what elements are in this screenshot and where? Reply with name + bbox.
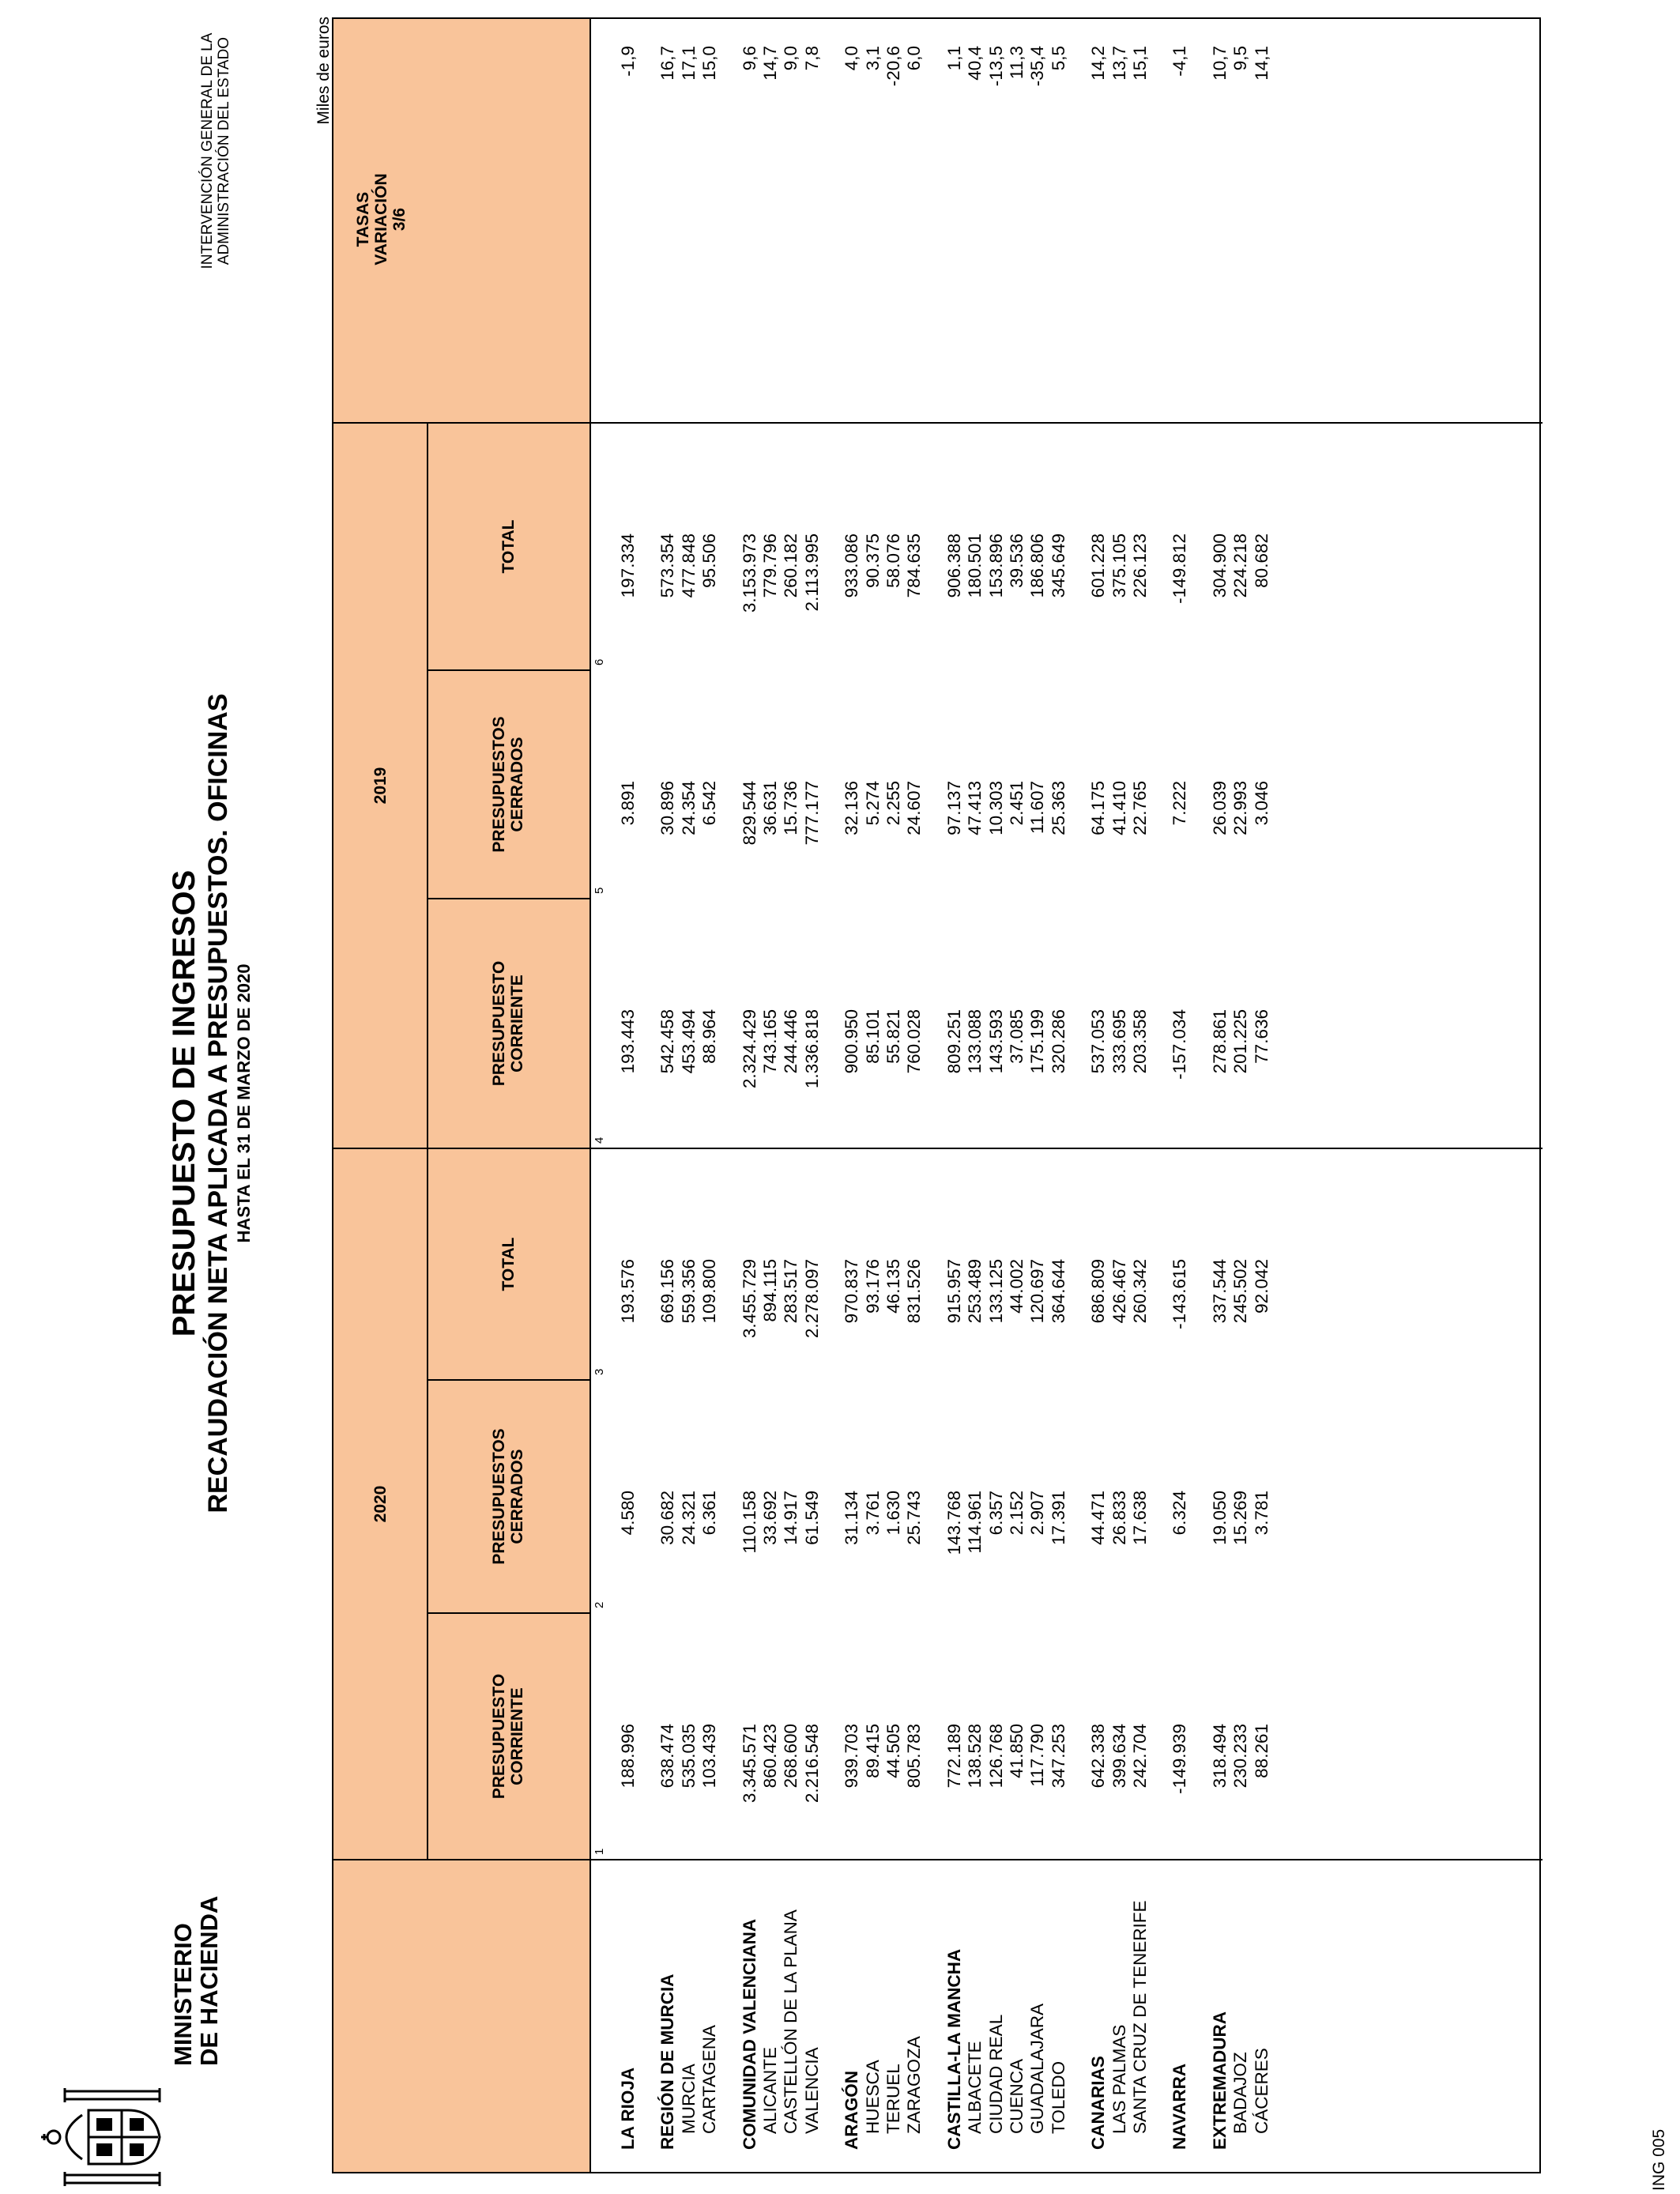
region-label: ARAGÓN — [842, 2071, 862, 2150]
intervention-heading — [199, 32, 232, 270]
table-cell: 2.152 — [1007, 1491, 1026, 1536]
title-line1: PRESUPUESTO DE INGRESOS — [167, 869, 202, 1337]
table-cell: 188.996 — [618, 1724, 638, 1789]
table-cell: -149.812 — [1170, 533, 1190, 604]
table-cell: 85.101 — [862, 1009, 883, 1064]
table-divider — [427, 1612, 590, 1614]
table-cell: 33.692 — [760, 1491, 780, 1545]
table-cell: 318.494 — [1209, 1724, 1230, 1789]
table-cell: 88.261 — [1251, 1724, 1271, 1778]
column-number: 1 — [593, 1848, 606, 1855]
table-cell: 4.580 — [618, 1491, 638, 1536]
table-cell: 364.644 — [1048, 1259, 1068, 1324]
table-cell: 244.446 — [781, 1009, 801, 1074]
table-cell: 777.177 — [801, 781, 822, 846]
table-cell: 304.900 — [1209, 533, 1230, 598]
table-cell: -13,5 — [985, 46, 1006, 87]
table-cell: 3.781 — [1251, 1491, 1271, 1536]
table-cell: 1.336.818 — [801, 1009, 822, 1089]
table-cell: 333.695 — [1109, 1009, 1129, 1074]
ministry-name — [170, 1896, 222, 2066]
table-cell: 11.607 — [1027, 781, 1048, 835]
table-cell: 831.526 — [904, 1259, 925, 1324]
table-cell: 193.443 — [618, 1009, 638, 1074]
table-cell: 933.086 — [842, 533, 862, 598]
table-cell: 90.375 — [862, 533, 883, 588]
column-header: PRESUPUESTO CORRIENTE — [490, 1673, 526, 1800]
table-cell: 2.324.429 — [739, 1009, 759, 1089]
table-cell: 22.993 — [1230, 781, 1251, 835]
data-table — [332, 17, 1541, 2173]
table-cell: 39.536 — [1007, 533, 1026, 588]
table-cell: 41.850 — [1007, 1724, 1026, 1778]
ministry-line2: DE HACIENDA — [195, 1895, 223, 2066]
table-cell: 230.233 — [1230, 1724, 1251, 1789]
column-number: 5 — [593, 887, 606, 894]
table-cell: 542.458 — [657, 1009, 678, 1074]
table-cell: 809.251 — [944, 1009, 964, 1074]
table-cell: 92.042 — [1251, 1259, 1271, 1314]
table-cell: 9,6 — [739, 46, 759, 71]
table-cell: 10,7 — [1209, 46, 1230, 81]
table-cell: -149.939 — [1170, 1724, 1190, 1794]
table-cell: -20,6 — [883, 46, 903, 87]
table-cell: 24.321 — [678, 1491, 699, 1545]
table-cell: 15,0 — [699, 46, 720, 81]
table-cell: 17.391 — [1048, 1491, 1068, 1545]
table-cell: 337.544 — [1209, 1259, 1230, 1324]
table-cell: 14,2 — [1088, 46, 1109, 81]
table-divider — [427, 898, 590, 899]
table-cell: 268.600 — [781, 1724, 801, 1789]
office-label: GUADALAJARA — [1027, 2003, 1048, 2134]
table-cell: 47.413 — [965, 781, 985, 835]
table-cell: 15.269 — [1230, 1491, 1251, 1545]
table-divider — [333, 1859, 1543, 1860]
table-cell: -143.615 — [1170, 1259, 1190, 1329]
table-cell: 242.704 — [1130, 1724, 1150, 1789]
table-cell: -1,9 — [618, 46, 638, 77]
table-cell: 180.501 — [965, 533, 985, 598]
table-cell: 805.783 — [904, 1724, 925, 1789]
table-cell: 143.768 — [944, 1491, 964, 1555]
table-cell: 253.489 — [965, 1259, 985, 1324]
table-cell: 3.046 — [1251, 781, 1271, 826]
table-cell: 201.225 — [1230, 1009, 1251, 1074]
table-cell: 283.517 — [781, 1259, 801, 1324]
table-cell: 120.697 — [1027, 1259, 1048, 1324]
table-cell: 25.363 — [1048, 781, 1068, 835]
table-cell: 743.165 — [760, 1009, 780, 1074]
table-cell: 345.649 — [1048, 533, 1068, 598]
office-label: ALICANTE — [760, 2046, 780, 2134]
table-cell: -4,1 — [1170, 46, 1190, 77]
table-cell: 64.175 — [1088, 781, 1109, 835]
table-cell: 6.542 — [699, 781, 720, 826]
table-cell: 55.821 — [883, 1009, 903, 1064]
table-cell: 41.410 — [1109, 781, 1129, 835]
office-label: CIUDAD REAL — [985, 2014, 1006, 2134]
table-cell: 186.806 — [1027, 533, 1048, 598]
table-cell: 601.228 — [1088, 533, 1109, 598]
table-cell: 22.765 — [1130, 781, 1150, 835]
table-cell: 126.768 — [985, 1724, 1006, 1789]
table-cell: 175.199 — [1027, 1009, 1048, 1074]
table-cell: 915.957 — [944, 1259, 964, 1324]
table-cell: 133.088 — [965, 1009, 985, 1074]
table-cell: 30.896 — [657, 781, 678, 835]
table-cell: 143.593 — [985, 1009, 1006, 1074]
table-cell: 226.123 — [1130, 533, 1150, 598]
column-number: 4 — [593, 1137, 606, 1144]
table-cell: 88.964 — [699, 1009, 720, 1064]
table-cell: 61.549 — [801, 1491, 822, 1545]
table-divider — [427, 1379, 590, 1381]
table-cell: 25.743 — [904, 1491, 925, 1545]
table-cell: 26.039 — [1209, 781, 1230, 835]
year-2019-label: 2019 — [371, 767, 390, 805]
table-cell: 3.761 — [862, 1491, 883, 1536]
ministry-line1: MINISTERIO — [169, 1923, 197, 2066]
table-cell: 399.634 — [1109, 1724, 1129, 1789]
column-number: 6 — [593, 658, 606, 665]
table-cell: 44.471 — [1088, 1491, 1109, 1545]
table-cell: 278.861 — [1209, 1009, 1230, 1074]
office-label: SANTA CRUZ DE TENERIFE — [1130, 1900, 1150, 2134]
table-cell: 3.345.571 — [739, 1724, 759, 1804]
table-cell: 197.334 — [618, 533, 638, 598]
table-cell: 453.494 — [678, 1009, 699, 1074]
year-2020-label: 2020 — [371, 1485, 390, 1523]
table-cell: 900.950 — [842, 1009, 862, 1074]
column-header: PRESUPUESTO CORRIENTE — [490, 960, 526, 1087]
table-divider — [333, 422, 1543, 424]
table-cell: 642.338 — [1088, 1724, 1109, 1789]
table-cell: -35,4 — [1027, 46, 1048, 87]
table-cell: 30.682 — [657, 1491, 678, 1545]
column-header: PRESUPUESTOS CERRADOS — [490, 716, 526, 853]
region-label: REGIÓN DE MURCIA — [657, 1973, 678, 2150]
intervention-line1: INTERVENCIÓN GENERAL DE LA — [199, 32, 216, 270]
table-divider — [427, 669, 590, 671]
region-label: COMUNIDAD VALENCIANA — [739, 1918, 759, 2150]
table-cell: 97.137 — [944, 781, 964, 835]
table-cell: 203.358 — [1130, 1009, 1150, 1074]
table-cell: 939.703 — [842, 1724, 862, 1789]
table-cell: 80.682 — [1251, 533, 1271, 588]
table-cell: 14.917 — [781, 1491, 801, 1545]
table-cell: 95.506 — [699, 533, 720, 588]
coat-of-arms-icon — [33, 2087, 180, 2188]
table-cell: 7,8 — [801, 46, 822, 71]
table-cell: 537.053 — [1088, 1009, 1109, 1074]
office-label: LAS PALMAS — [1109, 2024, 1129, 2134]
table-cell: 3.455.729 — [739, 1259, 759, 1339]
table-cell: 559.356 — [678, 1259, 699, 1324]
table-cell: 860.423 — [760, 1724, 780, 1789]
table-cell: 58.076 — [883, 533, 903, 588]
title-line3: HASTA EL 31 DE MARZO DE 2020 — [234, 963, 254, 1243]
table-cell: 15,1 — [1130, 46, 1150, 81]
table-cell: 2.451 — [1007, 781, 1026, 826]
office-label: ALBACETE — [965, 2041, 985, 2134]
office-label: ZARAGOZA — [904, 2036, 925, 2134]
table-cell: 117.790 — [1027, 1724, 1048, 1787]
column-number: 3 — [593, 1368, 606, 1375]
table-cell: 138.528 — [965, 1724, 985, 1789]
office-label: HUESCA — [862, 2060, 883, 2134]
office-label: TOLEDO — [1048, 2060, 1068, 2134]
table-cell: 15.736 — [781, 781, 801, 835]
table-cell: 1,1 — [944, 46, 964, 71]
table-cell: 260.342 — [1130, 1259, 1150, 1324]
office-label: MURCIA — [678, 2064, 699, 2134]
table-cell: 970.837 — [842, 1259, 862, 1324]
table-cell: 32.136 — [842, 781, 862, 835]
table-cell: 2.255 — [883, 781, 903, 826]
table-cell: 224.218 — [1230, 533, 1251, 598]
table-cell: 760.028 — [904, 1009, 925, 1074]
table-cell: 103.439 — [699, 1724, 720, 1789]
column-number: 2 — [593, 1601, 606, 1608]
table-cell: 14,7 — [760, 46, 780, 81]
table-cell: 784.635 — [904, 533, 925, 598]
table-cell: 829.544 — [739, 781, 759, 846]
table-cell: 44.002 — [1007, 1259, 1026, 1314]
table-cell: 9,5 — [1230, 46, 1251, 71]
table-cell: 9,0 — [781, 46, 801, 71]
report-code: ING 005 — [1650, 2128, 1668, 2191]
table-cell: 24.607 — [904, 781, 925, 835]
table-cell: 320.286 — [1048, 1009, 1068, 1074]
unit-label: Miles de euros — [315, 17, 333, 125]
table-cell: 77.636 — [1251, 1009, 1271, 1064]
office-label: BADAJOZ — [1230, 2052, 1251, 2134]
table-cell: -157.034 — [1170, 1009, 1190, 1080]
table-cell: 11,3 — [1007, 46, 1026, 80]
table-cell: 4,0 — [842, 46, 862, 71]
table-cell: 260.182 — [781, 533, 801, 598]
column-header: PRESUPUESTOS CERRADOS — [490, 1428, 526, 1565]
table-cell: 133.125 — [985, 1259, 1006, 1324]
table-cell: 2.278.097 — [801, 1259, 822, 1339]
table-cell: 93.176 — [862, 1259, 883, 1314]
office-label: CUENCA — [1007, 2058, 1026, 2134]
table-cell: 114.961 — [965, 1491, 985, 1554]
table-cell: 573.354 — [657, 533, 678, 598]
table-divider — [333, 1148, 1543, 1149]
table-cell: 6.357 — [985, 1491, 1006, 1536]
table-cell: 31.134 — [842, 1491, 862, 1545]
table-cell: 638.474 — [657, 1724, 678, 1789]
table-divider — [427, 423, 428, 1860]
region-label: LA RIOJA — [618, 2067, 638, 2150]
table-cell: 17.638 — [1130, 1491, 1150, 1545]
table-cell: 19.050 — [1209, 1491, 1230, 1545]
table-cell: 37.085 — [1007, 1009, 1026, 1064]
table-cell: 3.891 — [618, 781, 638, 826]
office-label: TERUEL — [883, 2064, 903, 2134]
table-cell: 193.576 — [618, 1259, 638, 1324]
table-cell: 24.354 — [678, 781, 699, 835]
region-label: EXTREMADURA — [1209, 2011, 1230, 2150]
table-cell: 44.505 — [883, 1724, 903, 1778]
table-cell: 2.216.548 — [801, 1724, 822, 1804]
table-cell: 2.113.995 — [801, 533, 822, 612]
table-cell: 1.630 — [883, 1491, 903, 1536]
region-label: CANARIAS — [1088, 2056, 1109, 2150]
table-cell: 89.415 — [862, 1724, 883, 1778]
table-cell: 426.467 — [1109, 1259, 1129, 1324]
column-header: TOTAL — [499, 519, 518, 574]
office-label: CARTAGENA — [699, 2025, 720, 2134]
table-cell: 3,1 — [862, 46, 883, 71]
table-cell: 14,1 — [1251, 46, 1271, 81]
table-cell: 3.153.973 — [739, 533, 759, 613]
table-cell: 40,4 — [965, 46, 985, 81]
region-label: CASTILLA-LA MANCHA — [944, 1948, 964, 2150]
table-cell: 26.833 — [1109, 1491, 1129, 1545]
column-header: TOTAL — [499, 1237, 518, 1291]
table-cell: 772.189 — [944, 1724, 964, 1789]
table-divider — [590, 19, 591, 2172]
table-cell: 779.796 — [760, 533, 780, 598]
table-cell: 375.105 — [1109, 533, 1129, 598]
table-cell: 894.115 — [760, 1259, 780, 1322]
office-label: CÁCERES — [1251, 2048, 1271, 2134]
table-cell: 10.303 — [985, 781, 1006, 835]
table-cell: 153.896 — [985, 533, 1006, 598]
region-label: NAVARRA — [1170, 2063, 1190, 2150]
title-line2: RECAUDACIÓN NETA APLICADA A PRESUPUESTOS. OFICINAS — [203, 693, 233, 1514]
table-cell: 6,0 — [904, 46, 925, 71]
intervention-line2: ADMINISTRACIÓN DEL ESTADO — [216, 36, 232, 266]
table-cell: 6.361 — [699, 1491, 720, 1536]
table-cell: 17,1 — [678, 46, 699, 81]
table-cell: 686.809 — [1088, 1259, 1109, 1324]
table-cell: 5.274 — [862, 781, 883, 826]
table-cell: 535.035 — [678, 1724, 699, 1789]
table-cell: 245.502 — [1230, 1259, 1251, 1324]
table-cell: 46.135 — [883, 1259, 903, 1314]
table-cell: 906.388 — [944, 533, 964, 598]
table-cell: 16,7 — [657, 46, 678, 81]
table-cell: 13,7 — [1109, 46, 1129, 81]
table-cell: 6.324 — [1170, 1491, 1190, 1536]
office-label: CASTELLÓN DE LA PLANA — [781, 1909, 801, 2134]
column-header: TASAS VARIACIÓN 3/6 — [354, 173, 409, 266]
table-cell: 347.253 — [1048, 1724, 1068, 1789]
table-cell: 36.631 — [760, 781, 780, 835]
table-cell: 5,5 — [1048, 46, 1068, 71]
table-cell: 7.222 — [1170, 781, 1190, 826]
table-cell: 109.800 — [699, 1259, 720, 1324]
table-cell: 477.848 — [678, 533, 699, 598]
table-cell: 110.158 — [739, 1491, 759, 1554]
office-label: VALENCIA — [801, 2047, 822, 2134]
table-cell: 669.156 — [657, 1259, 678, 1324]
table-cell: 2.907 — [1027, 1491, 1048, 1536]
report-title — [166, 511, 254, 1696]
